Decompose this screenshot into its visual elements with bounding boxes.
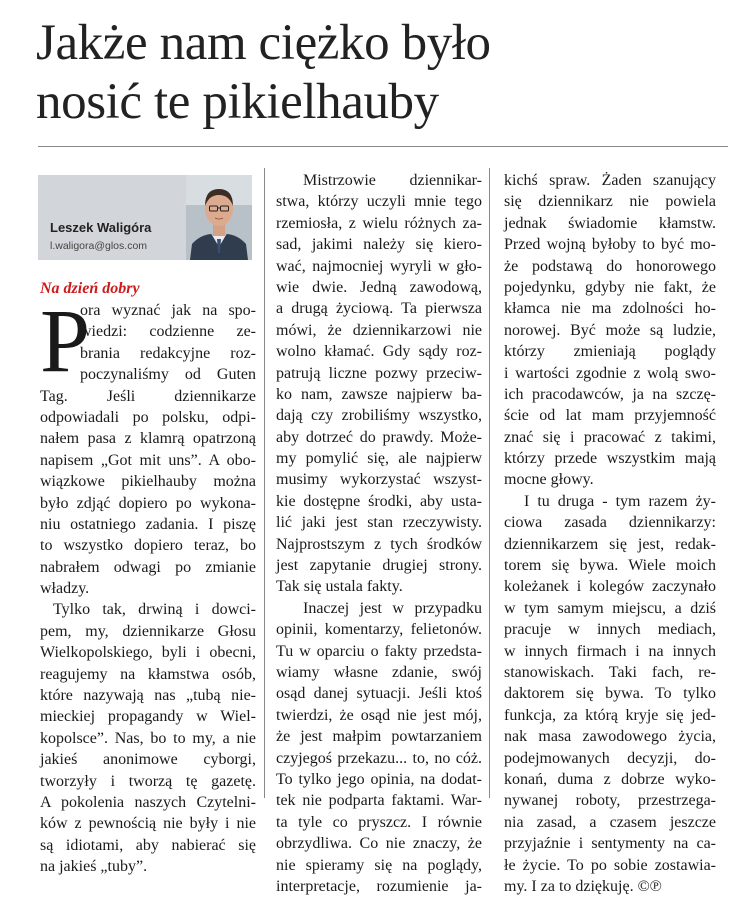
text-line: wie dwie. Jedną zawodową,: [276, 278, 482, 296]
text-line: Tak się ustala fakty.: [276, 578, 403, 596]
text-line: podejmowanych decyzji, do-: [504, 749, 716, 767]
text-line: poczynaliśmy od Guten: [80, 366, 256, 384]
text-line: czyjegoś przekazu... to, no cóż.: [276, 749, 482, 767]
text-line: w tym samym miejscu, a dziś: [504, 599, 716, 617]
text-line: my pomylić się, ale najpierw: [276, 450, 482, 468]
text-line: które nazywają nas „tubą nie-: [40, 687, 256, 705]
text-line: torem się bywa. Wiele moich: [504, 557, 716, 575]
text-line: jednak świadomie kłamstw.: [504, 214, 716, 232]
text-line: wolno kłamać. Gdy sądy roz-: [276, 343, 482, 361]
article-column-2: [276, 170, 482, 897]
text-line: a drugą życiową. Ta pierwsza: [276, 300, 482, 318]
text-line: lić jaki jest stan rzeczywisty.: [276, 514, 482, 532]
text-line: w innych firmach i na innych: [504, 642, 716, 660]
text-line: wiązkowe pikielhauby można: [40, 473, 256, 491]
text-line: że jest małpim powtarzaniem: [276, 728, 482, 746]
text-line: to wszystko dopiero teraz, bo: [40, 537, 256, 555]
text-line: mieckiej propagandy w Wiel-: [40, 708, 256, 726]
author-box: [38, 175, 252, 260]
text-line: kie dostępne środki, aby usta-: [276, 492, 482, 510]
text-line: ście od lat mam przyjemność: [504, 407, 716, 425]
text-line: pem, my, dziennikarze Głosu: [40, 622, 256, 640]
text-line: I tu druga - tym razem ży-: [524, 492, 716, 510]
text-line: nie spieramy się na poglądy,: [276, 856, 482, 874]
text-line: władzy.: [40, 580, 90, 598]
text-line: jakieś anonimowe cyborgi,: [40, 751, 256, 769]
text-line: daktorem się bywa. To tylko: [504, 685, 716, 703]
text-line: którzy przede wszystkim mają: [504, 450, 716, 468]
text-line: niu ostatniego zadania. I piszę: [40, 515, 256, 533]
text-line: wać, najmocniej wyryli w gło-: [276, 257, 482, 275]
text-line: opinii, komentarzy, felietonów.: [276, 621, 482, 639]
headline-line: Jakże nam ciężko było: [36, 15, 491, 71]
text-line: reagujemy na kłamstwa osób,: [40, 665, 256, 683]
text-line: musimy wykorzystać wszyst-: [276, 471, 482, 489]
text-line: było zdjąć dopiero po wykona-: [40, 494, 256, 512]
text-line: się dziennikarz nie powiela: [504, 193, 716, 211]
text-line: ków z pewnością nie były i nie: [40, 815, 256, 833]
text-line: którzy zmieniają poglądy: [504, 343, 716, 361]
text-line: koleżanek i kolegów zaczynało: [504, 578, 716, 596]
article-headline: [36, 14, 736, 132]
author-photo: [186, 175, 252, 260]
text-line: znać się i pracować z takimi,: [504, 428, 716, 446]
text-line: konań, duma z dobrze wyko-: [504, 770, 716, 788]
text-line: twierdzi, że osąd nie jest mój,: [276, 706, 482, 724]
text-line: wiedzi: codzienne ze-: [80, 323, 256, 341]
text-line: i wartości zgodnie z wolą swo-: [504, 364, 716, 382]
text-line: pojedynku, gdyby nie fakt, że: [504, 278, 716, 296]
text-line: tek nie podparta faktami. War-: [276, 792, 482, 810]
text-line: Najprostszym z tych środków: [276, 535, 482, 553]
text-line: przyjaźnie i sentymenty na ca-: [504, 835, 716, 853]
text-line: nia zasad, a czasem jeszcze: [504, 813, 716, 831]
author-name: Leszek Waligóra: [50, 220, 152, 235]
text-line: norowej. Być może są ludzie,: [504, 321, 716, 339]
text-line: Inaczej jest w przypadku: [303, 599, 482, 617]
text-line: brania redakcyjne roz-: [80, 344, 256, 362]
text-line: ko nam, zawsze najpierw ba-: [276, 385, 482, 403]
text-line: są idiotami, aby nabierać się: [40, 836, 256, 854]
column-divider: [264, 168, 265, 798]
text-line: To tylko jego opinia, na dodat-: [276, 770, 482, 788]
text-line: Przed wojną byłoby to być mo-: [504, 236, 716, 254]
text-line: ta tyle co pryszcz. I równie: [276, 813, 482, 831]
text-line: odpowiadali po polsku, odpi-: [40, 408, 256, 426]
text-line: obrzydliwa. Co nie znaczy, że: [276, 835, 482, 853]
article-column-1: [40, 292, 256, 878]
text-line: my. I za to dziękuję. ©℗: [504, 877, 662, 895]
text-line: na jakieś „tuby”.: [40, 858, 148, 876]
text-line: ora wyznać jak na spo-: [80, 302, 256, 319]
text-line: osąd danej sytuacji. Jeśli ktoś: [276, 685, 482, 703]
text-line: Tylko tak, drwiną i dowci-: [53, 601, 256, 619]
text-line: rzemiosła, z wielu różnych za-: [276, 214, 482, 232]
text-line: kichś spraw. Żaden szanujący: [504, 172, 716, 189]
author-email: l.waligora@glos.com: [50, 240, 148, 252]
text-line: nałem pasa z klamrą opatrzoną: [40, 430, 256, 448]
text-line: Tu w oparciu o fakty przedsta-: [276, 642, 482, 660]
text-line: ich pracodawców, ja na szczę-: [504, 385, 716, 403]
text-line: napisem „Got mit uns”. A obo-: [40, 451, 256, 469]
text-line: ciowa zasada dziennikarzy:: [504, 514, 716, 532]
text-line: Mistrzowie dziennikar-: [303, 172, 482, 189]
text-line: nywanej roboty, przestrzega-: [504, 792, 716, 810]
text-line: kopolsce”. Nas, bo to my, a nie: [40, 729, 256, 747]
text-line: patrują liczne pozwy przeciw-: [276, 364, 482, 382]
text-line: tworzyły i tworzą tę gazetę.: [40, 772, 256, 790]
text-line: łe życie. To po sobie zostawia-: [504, 856, 716, 874]
headline-divider: [38, 146, 728, 147]
text-line: Tag. Jeśli dziennikarze: [40, 387, 256, 405]
text-line: wiamy własne zdanie, swój: [276, 663, 482, 681]
text-line: nak masa zawodowego życia,: [504, 728, 716, 746]
headline-line: nosić te pikielhauby: [36, 74, 439, 130]
text-line: że podstawą do honorowego: [504, 257, 716, 275]
drop-cap: P: [40, 292, 91, 391]
text-line: A pokolenia naszych Czytelni-: [40, 793, 256, 811]
text-line: interpretacje, rozumienie ja-: [276, 877, 482, 895]
text-line: kłamca nie ma zdolności ho-: [504, 300, 716, 318]
text-line: dają czy zrobiliśmy wszystko,: [276, 407, 482, 425]
text-line: mówi, że dziennikarzowi nie: [276, 321, 482, 339]
text-line: funkcja, za którą kryje się jed-: [504, 706, 716, 724]
text-line: stwa, którzy uczyli mnie tego: [276, 193, 482, 211]
text-line: pracuje w innych mediach,: [504, 621, 716, 639]
text-line: dziennikarzem się jest, redak-: [504, 535, 716, 553]
text-line: nabrałem odwagi po zmianie: [40, 558, 256, 576]
text-line: Wielkopolskiego, byli i obecni,: [40, 644, 256, 662]
text-line: mocne głowy.: [504, 471, 594, 489]
column-divider: [489, 168, 490, 798]
text-line: sad, jakimi należy się kiero-: [276, 236, 482, 254]
kicker: Na dzień dobry: [40, 280, 140, 297]
article-column-3: [504, 170, 716, 897]
text-line: aby dotrzeć do prawdy. Może-: [276, 428, 482, 446]
text-line: jest zapytanie drugiej strony.: [276, 557, 482, 575]
text-line: stanowiskach. Taki fach, re-: [504, 663, 716, 681]
